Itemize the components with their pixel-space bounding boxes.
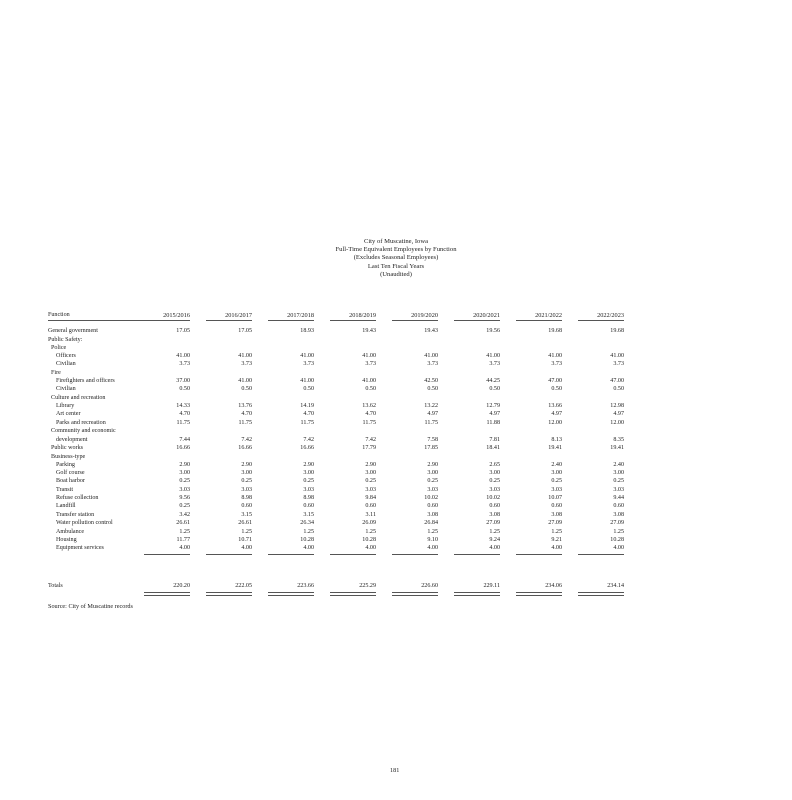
data-cell: 13.66	[548, 403, 562, 409]
row-label: Transit	[56, 487, 74, 493]
data-cell: 4.00	[365, 545, 376, 551]
year-header: 2019/2020	[411, 312, 438, 319]
year-underline	[144, 320, 190, 321]
year-header: 2017/2018	[287, 312, 314, 319]
data-cell: 0.50	[179, 386, 190, 392]
report-title-note: (Excludes Seasonal Employees)	[353, 254, 439, 262]
data-cell: 4.00	[179, 545, 190, 551]
year-header: 2018/2019	[349, 312, 376, 319]
row-label: Culture and recreation	[51, 395, 106, 401]
data-cell: 41.00	[362, 378, 376, 384]
year-underline	[454, 320, 500, 321]
data-cell: 1.25	[551, 529, 562, 535]
total-double-rule	[578, 592, 624, 596]
row-label: Parks and recreation	[56, 420, 106, 426]
year-underline	[206, 320, 252, 321]
data-cell: 3.00	[303, 470, 314, 476]
data-cell: 16.66	[238, 445, 252, 451]
data-cell: 12.98	[610, 403, 624, 409]
year-underline	[330, 320, 376, 321]
data-cell: 0.50	[303, 386, 314, 392]
total-cell: 229.11	[483, 583, 500, 589]
data-cell: 17.05	[176, 328, 190, 334]
data-cell: 9.21	[551, 537, 562, 543]
data-cell: 7.81	[489, 437, 500, 443]
data-cell: 3.00	[241, 470, 252, 476]
subtotal-rule	[268, 554, 314, 555]
total-cell: 222.05	[235, 583, 252, 589]
data-cell: 10.28	[610, 537, 624, 543]
data-cell: 11.75	[176, 420, 190, 426]
data-cell: 4.00	[489, 545, 500, 551]
data-cell: 19.43	[424, 328, 438, 334]
data-cell: 19.56	[486, 328, 500, 334]
data-cell: 1.25	[365, 529, 376, 535]
data-cell: 2.90	[303, 462, 314, 468]
year-header: 2015/2016	[163, 312, 190, 319]
data-cell: 7.42	[241, 437, 252, 443]
data-cell: 8.13	[551, 437, 562, 443]
data-cell: 13.22	[424, 403, 438, 409]
data-cell: 0.25	[489, 478, 500, 484]
row-label: Transfer station	[56, 512, 95, 518]
data-cell: 47.00	[610, 378, 624, 384]
data-cell: 0.50	[489, 386, 500, 392]
row-label: Equipment services	[56, 545, 104, 551]
data-cell: 3.00	[613, 470, 624, 476]
data-cell: 1.25	[427, 529, 438, 535]
data-cell: 2.40	[613, 462, 624, 468]
subtotal-rule	[578, 554, 624, 555]
subtotal-rule	[516, 554, 562, 555]
data-cell: 19.43	[362, 328, 376, 334]
data-cell: 3.08	[489, 512, 500, 518]
subtotal-rule	[330, 554, 376, 555]
data-cell: 12.00	[548, 420, 562, 426]
data-cell: 11.75	[238, 420, 252, 426]
data-cell: 44.25	[486, 378, 500, 384]
data-cell: 3.00	[365, 470, 376, 476]
total-double-rule	[268, 592, 314, 596]
data-cell: 0.25	[365, 478, 376, 484]
data-cell: 3.08	[613, 512, 624, 518]
data-cell: 19.41	[548, 445, 562, 451]
total-cell: 226.60	[421, 583, 438, 589]
data-cell: 10.28	[300, 537, 314, 543]
data-cell: 27.09	[548, 520, 562, 526]
total-double-rule	[144, 592, 190, 596]
row-label: Boat harbor	[56, 478, 85, 484]
row-label: Refuse collection	[56, 495, 99, 501]
data-cell: 19.68	[610, 328, 624, 334]
data-cell: 0.60	[427, 503, 438, 509]
data-cell: 2.65	[489, 462, 500, 468]
data-cell: 3.08	[551, 512, 562, 518]
data-cell: 7.44	[179, 437, 190, 443]
data-cell: 3.08	[427, 512, 438, 518]
data-cell: 0.60	[365, 503, 376, 509]
data-cell: 4.70	[303, 411, 314, 417]
row-label: Ambulance	[56, 529, 85, 535]
data-cell: 0.25	[551, 478, 562, 484]
data-cell: 7.58	[427, 437, 438, 443]
data-cell: 3.73	[179, 361, 190, 367]
report-title-audit: (Unaudited)	[380, 270, 412, 278]
data-cell: 3.03	[303, 487, 314, 493]
row-label: Firefighters and officers	[56, 378, 115, 384]
data-cell: 0.50	[365, 386, 376, 392]
data-cell: 41.00	[486, 353, 500, 359]
data-cell: 4.97	[613, 411, 624, 417]
data-cell: 9.84	[365, 495, 376, 501]
data-cell: 12.00	[610, 420, 624, 426]
subtotal-rule	[144, 554, 190, 555]
data-cell: 0.60	[613, 503, 624, 509]
data-cell: 4.70	[365, 411, 376, 417]
data-cell: 16.66	[176, 445, 190, 451]
data-cell: 41.00	[424, 353, 438, 359]
data-cell: 41.00	[362, 353, 376, 359]
row-label: Public Safety:	[48, 337, 83, 343]
data-cell: 9.10	[427, 537, 438, 543]
data-cell: 0.50	[427, 386, 438, 392]
data-cell: 0.25	[303, 478, 314, 484]
row-label: General government	[48, 328, 98, 334]
data-cell: 0.60	[241, 503, 252, 509]
data-cell: 3.00	[427, 470, 438, 476]
data-cell: 41.00	[300, 378, 314, 384]
year-header: 2022/2023	[597, 312, 624, 319]
total-double-rule	[516, 592, 562, 596]
data-cell: 14.19	[300, 403, 314, 409]
data-cell: 0.60	[303, 503, 314, 509]
year-underline	[516, 320, 562, 321]
function-underline	[48, 320, 148, 321]
row-label: Community and economic	[51, 428, 116, 434]
data-cell: 0.25	[179, 478, 190, 484]
row-label: development	[56, 437, 88, 443]
year-header: 2021/2022	[535, 312, 562, 319]
data-cell: 11.77	[176, 537, 190, 543]
data-cell: 4.97	[489, 411, 500, 417]
data-cell: 4.00	[551, 545, 562, 551]
data-cell: 3.00	[179, 470, 190, 476]
subtotal-rule	[454, 554, 500, 555]
subtotal-rule	[392, 554, 438, 555]
data-cell: 26.84	[424, 520, 438, 526]
data-cell: 18.41	[486, 445, 500, 451]
data-cell: 17.85	[424, 445, 438, 451]
data-cell: 4.00	[241, 545, 252, 551]
data-cell: 1.25	[303, 529, 314, 535]
total-double-rule	[392, 592, 438, 596]
data-cell: 2.90	[179, 462, 190, 468]
data-cell: 0.25	[241, 478, 252, 484]
data-cell: 41.00	[176, 353, 190, 359]
data-cell: 4.00	[613, 545, 624, 551]
data-cell: 3.03	[613, 487, 624, 493]
data-cell: 0.25	[427, 478, 438, 484]
row-label: Housing	[56, 537, 77, 543]
total-cell: 220.20	[173, 583, 190, 589]
data-cell: 4.00	[427, 545, 438, 551]
report-title-subject: Full-Time Equivalent Employees by Function	[335, 246, 457, 254]
data-cell: 0.25	[179, 503, 190, 509]
data-cell: 41.00	[610, 353, 624, 359]
data-cell: 8.98	[241, 495, 252, 501]
data-cell: 3.73	[613, 361, 624, 367]
page-number: 181	[390, 767, 400, 774]
data-cell: 27.09	[486, 520, 500, 526]
data-cell: 19.41	[610, 445, 624, 451]
data-cell: 0.50	[241, 386, 252, 392]
data-cell: 13.76	[238, 403, 252, 409]
data-cell: 12.79	[486, 403, 500, 409]
data-cell: 47.00	[548, 378, 562, 384]
data-cell: 2.90	[427, 462, 438, 468]
total-cell: 225.29	[359, 583, 376, 589]
total-double-rule	[330, 592, 376, 596]
data-cell: 3.73	[489, 361, 500, 367]
data-cell: 16.66	[300, 445, 314, 451]
data-cell: 10.07	[548, 495, 562, 501]
data-cell: 42.50	[424, 378, 438, 384]
totals-label: Totals	[48, 583, 63, 589]
data-cell: 3.03	[427, 487, 438, 493]
data-cell: 1.25	[241, 529, 252, 535]
data-cell: 3.73	[241, 361, 252, 367]
data-cell: 3.73	[551, 361, 562, 367]
data-cell: 0.50	[613, 386, 624, 392]
data-cell: 17.79	[362, 445, 376, 451]
data-cell: 26.61	[238, 520, 252, 526]
total-double-rule	[206, 592, 252, 596]
year-underline	[392, 320, 438, 321]
data-cell: 8.35	[613, 437, 624, 443]
data-cell: 3.03	[551, 487, 562, 493]
data-cell: 0.60	[489, 503, 500, 509]
data-cell: 3.03	[489, 487, 500, 493]
data-cell: 2.90	[241, 462, 252, 468]
data-cell: 3.42	[179, 512, 190, 518]
data-cell: 18.93	[300, 328, 314, 334]
data-cell: 26.34	[300, 520, 314, 526]
data-cell: 10.02	[486, 495, 500, 501]
source-note: Source: City of Muscatine records	[48, 603, 133, 610]
data-cell: 2.90	[365, 462, 376, 468]
data-cell: 14.33	[176, 403, 190, 409]
data-cell: 3.00	[551, 470, 562, 476]
data-cell: 17.05	[238, 328, 252, 334]
data-cell: 3.03	[241, 487, 252, 493]
data-cell: 4.00	[303, 545, 314, 551]
data-cell: 41.00	[300, 353, 314, 359]
function-header: Function	[48, 312, 70, 318]
data-cell: 11.75	[424, 420, 438, 426]
data-cell: 3.03	[365, 487, 376, 493]
data-cell: 4.70	[179, 411, 190, 417]
data-cell: 41.00	[548, 353, 562, 359]
data-cell: 0.50	[551, 386, 562, 392]
data-cell: 3.00	[489, 470, 500, 476]
data-cell: 3.73	[427, 361, 438, 367]
row-label: Business-type	[51, 454, 86, 460]
row-label: Civilian	[56, 361, 76, 367]
total-cell: 223.66	[297, 583, 314, 589]
data-cell: 10.28	[362, 537, 376, 543]
data-cell: 9.44	[613, 495, 624, 501]
data-cell: 3.15	[241, 512, 252, 518]
row-label: Water pollution control	[56, 520, 113, 526]
data-cell: 1.25	[489, 529, 500, 535]
row-label: Officers	[56, 353, 76, 359]
data-cell: 19.68	[548, 328, 562, 334]
data-cell: 3.11	[365, 512, 376, 518]
data-cell: 13.62	[362, 403, 376, 409]
data-cell: 3.03	[179, 487, 190, 493]
data-cell: 27.09	[610, 520, 624, 526]
data-cell: 11.88	[486, 420, 500, 426]
data-cell: 0.60	[551, 503, 562, 509]
row-label: Fire	[51, 370, 61, 376]
data-cell: 7.42	[303, 437, 314, 443]
report-title-period: Last Ten Fiscal Years	[367, 262, 425, 270]
year-underline	[268, 320, 314, 321]
data-cell: 4.70	[241, 411, 252, 417]
data-cell: 26.61	[176, 520, 190, 526]
data-cell: 41.00	[238, 378, 252, 384]
row-label: Landfill	[56, 503, 76, 509]
data-cell: 9.56	[179, 495, 190, 501]
year-header: 2020/2021	[473, 312, 500, 319]
data-cell: 37.00	[176, 378, 190, 384]
row-label: Civilian	[56, 386, 76, 392]
year-underline	[578, 320, 624, 321]
data-cell: 11.75	[300, 420, 314, 426]
data-cell: 4.97	[551, 411, 562, 417]
row-label: Art center	[56, 411, 81, 417]
data-cell: 1.25	[613, 529, 624, 535]
data-cell: 1.25	[179, 529, 190, 535]
data-cell: 3.73	[303, 361, 314, 367]
data-cell: 7.42	[365, 437, 376, 443]
report-title-city: City of Muscatine, Iowa	[363, 238, 429, 245]
row-label: Golf course	[56, 470, 85, 476]
total-cell: 234.14	[607, 583, 624, 589]
row-label: Public works	[51, 445, 83, 451]
data-cell: 11.75	[362, 420, 376, 426]
data-cell: 9.24	[489, 537, 500, 543]
total-double-rule	[454, 592, 500, 596]
data-cell: 4.97	[427, 411, 438, 417]
data-cell: 10.71	[238, 537, 252, 543]
row-label: Library	[56, 403, 75, 409]
data-cell: 3.73	[365, 361, 376, 367]
data-cell: 0.25	[613, 478, 624, 484]
year-header: 2016/2017	[225, 312, 252, 319]
data-cell: 26.09	[362, 520, 376, 526]
row-label: Police	[51, 345, 67, 351]
data-cell: 41.00	[238, 353, 252, 359]
total-cell: 234.06	[545, 583, 562, 589]
data-cell: 2.40	[551, 462, 562, 468]
data-cell: 3.15	[303, 512, 314, 518]
data-cell: 8.98	[303, 495, 314, 501]
row-label: Parking	[56, 462, 75, 468]
subtotal-rule	[206, 554, 252, 555]
data-cell: 10.02	[424, 495, 438, 501]
